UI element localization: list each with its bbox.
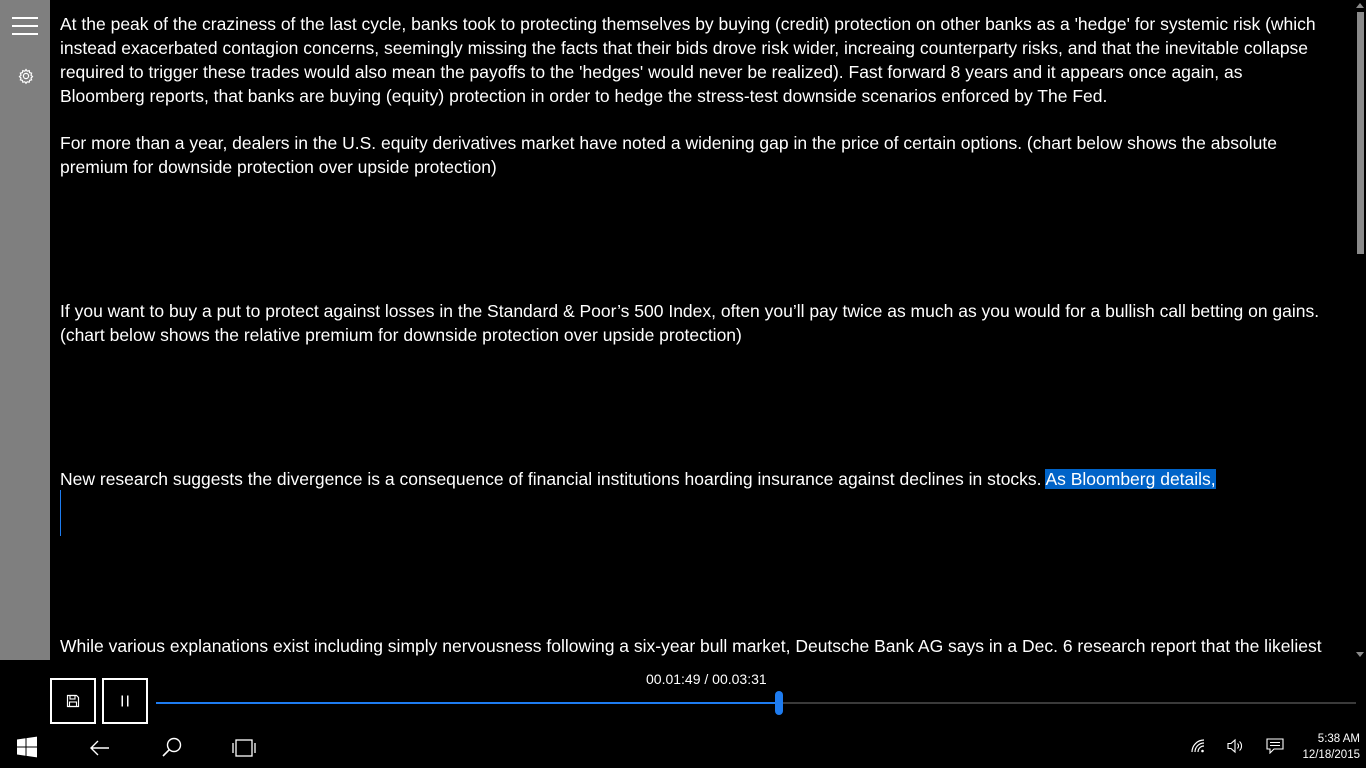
back-arrow-icon[interactable] bbox=[88, 736, 112, 760]
seek-progress bbox=[156, 702, 779, 704]
hamburger-icon[interactable] bbox=[12, 17, 38, 37]
scrollbar-thumb[interactable] bbox=[1357, 12, 1364, 254]
pause-button[interactable] bbox=[102, 678, 148, 724]
time-separator: / bbox=[700, 671, 713, 687]
search-icon[interactable] bbox=[160, 736, 184, 760]
text-caret bbox=[60, 490, 61, 536]
paragraph-5-line-1: While various explanations exist including simply nervousness following a six-year bull market, Deutsche Bank AG says in a Dec. 6 research report that the likeliest bbox=[60, 636, 1322, 656]
paragraph-2-line-2: premium for downside protection over upside protection) bbox=[60, 157, 497, 177]
action-center-icon[interactable] bbox=[1266, 738, 1284, 759]
paragraph-1-line-4: Bloomberg reports, that banks are buying (equity) protection in order to hedge the stress-test downside scenarios enforced by The Fed. bbox=[60, 86, 1108, 106]
current-time: 00.01:49 bbox=[646, 671, 701, 687]
volume-icon[interactable] bbox=[1227, 738, 1245, 759]
scroll-up-icon[interactable] bbox=[1356, 3, 1364, 8]
save-button[interactable] bbox=[50, 678, 96, 724]
paragraph-3-line-1: If you want to buy a put to protect against losses in the Standard & Poor’s 500 Index, often you’ll pay twice as much as you would for a bullish call betting on gains. bbox=[60, 301, 1320, 321]
windows-start-icon[interactable] bbox=[16, 736, 40, 760]
save-icon bbox=[66, 694, 80, 708]
total-time: 00.03:31 bbox=[712, 671, 767, 687]
pause-icon bbox=[120, 695, 130, 707]
playback-time bbox=[646, 671, 767, 687]
seek-thumb[interactable] bbox=[775, 691, 783, 715]
seek-track[interactable] bbox=[156, 702, 1356, 704]
paragraph-1-line-3: required to trigger these trades would also mean the payoffs to the 'hedges' would never be realized). Fast forward 8 years and it appears once again, as bbox=[60, 62, 1243, 82]
paragraph-4 bbox=[60, 467, 1354, 491]
paragraph-3-line-2: (chart below shows the relative premium for downside protection over upside protection) bbox=[60, 325, 742, 345]
selected-text[interactable]: As Bloomberg details, bbox=[1045, 469, 1216, 489]
vertical-scrollbar[interactable] bbox=[1354, 0, 1366, 660]
task-view-icon[interactable] bbox=[231, 736, 255, 760]
taskbar bbox=[0, 728, 1366, 768]
clock-date: 12/18/2015 bbox=[1302, 749, 1360, 761]
paragraph-2-line-1: For more than a year, dealers in the U.S. equity derivatives market have noted a widening gap in the price of certain options. (chart below shows the absolute bbox=[60, 133, 1277, 153]
scroll-down-icon[interactable] bbox=[1356, 652, 1364, 657]
paragraph-1-line-1: At the peak of the craziness of the last cycle, banks took to protecting themselves by buying (credit) protection on other banks as a 'hedge' for systemic risk (which bbox=[60, 14, 1316, 34]
article-content[interactable] bbox=[50, 0, 1354, 660]
playback-bar bbox=[0, 660, 1366, 728]
gear-icon[interactable] bbox=[16, 66, 36, 86]
left-rail bbox=[0, 0, 50, 728]
clock-time: 5:38 AM bbox=[1317, 733, 1360, 745]
taskbar-clock[interactable] bbox=[1302, 731, 1360, 763]
wifi-icon[interactable] bbox=[1190, 738, 1206, 759]
paragraph-1-line-2: instead exacerbated contagion concerns, seemingly missing the facts that their bids drove risk wider, increaing counterparty risks, and that the inevitable collapse bbox=[60, 38, 1309, 58]
paragraph-4-text: New research suggests the divergence is a consequence of financial institutions hoarding insurance against declines in stocks. bbox=[60, 469, 1046, 489]
